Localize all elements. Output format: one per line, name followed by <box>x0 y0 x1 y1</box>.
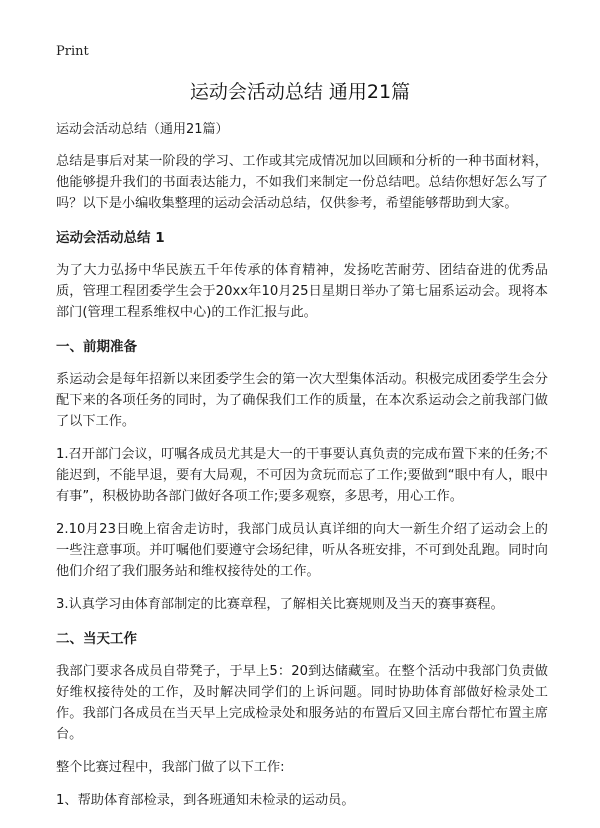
intro-paragraph: 总结是事后对某一阶段的学习、工作或其完成情况加以回顾和分析的一种书面材料，他能够提升我们的书面表达能力，不如我们来制定一份总结吧。总结你想好怎么写了吗？以下是小编收集整理的运动会活动总结，仅供参考，希望能够帮助到大家。 <box>56 154 548 211</box>
section-1-heading: 运动会活动总结 1 <box>56 230 165 246</box>
document-body <box>56 121 548 823</box>
preparation-item-1: 1.召开部门会议，叮嘱各成员尤其是大一的干事要认真负责的完成布置下来的任务;不能迟到，不能早退，要有大局观，不可因为贪玩而忘了工作;要做到“眼中有人，眼中有事”，积极协助各部门做好各项工作;要多观察，多思考，用心工作。 <box>56 447 548 504</box>
preparation-item-3: 3.认真学习由体育部制定的比赛章程，了解相关比赛规则及当天的赛事赛程。 <box>56 597 504 612</box>
preparation-heading: 一、前期准备 <box>56 339 137 355</box>
event-day-heading: 二、当天工作 <box>56 631 137 647</box>
document-title: 运动会活动总结 通用21篇 <box>189 81 411 103</box>
event-day-paragraph: 我部门要求各成员自带凳子，于早上5：20到达储藏室。在整个活动中我部门负责做好维权接待处的工作，及时解决同学们的上诉问题。同时协助体育部做好检录处工作。我部门各成员在当天早上完成检录处和服务站的布置后又回主席台帮忙布置主席台。 <box>56 664 548 742</box>
preparation-paragraph: 系运动会是每年招新以来团委学生会的第一次大型集体活动。积极完成团委学生会分配下来的各项任务的同时，为了确保我们工作的质量，在本次系运动会之前我部门做了以下工作。 <box>56 372 548 429</box>
event-day-item-1: 1、帮助体育部检录，到各班通知未检录的运动员。 <box>56 793 355 808</box>
preparation-item-2: 2.10月23日晚上宿舍走访时，我部门成员认真详细的向大一新生介绍了运动会上的一些注意事项。并叮嘱他们要遵守会场纪律，听从各班安排，不可到处乱跑。同时向他们介绍了我们服务站和维权接待处的工作。 <box>56 522 548 579</box>
print-link[interactable]: Print <box>56 44 89 59</box>
section-1-paragraph: 为了大力弘扬中华民族五千年传承的体育精神，发扬吃苦耐劳、团结奋进的优秀品质，管理工程团委学生会于20xx年10月25日星期日举办了第七届系运动会。现将本部门(管理工程系维权中心)的工作汇报与此。 <box>56 263 548 320</box>
event-day-paragraph-2: 整个比赛过程中，我部门做了以下工作: <box>56 760 285 775</box>
document-subtitle: 运动会活动总结（通用21篇） <box>56 122 229 137</box>
